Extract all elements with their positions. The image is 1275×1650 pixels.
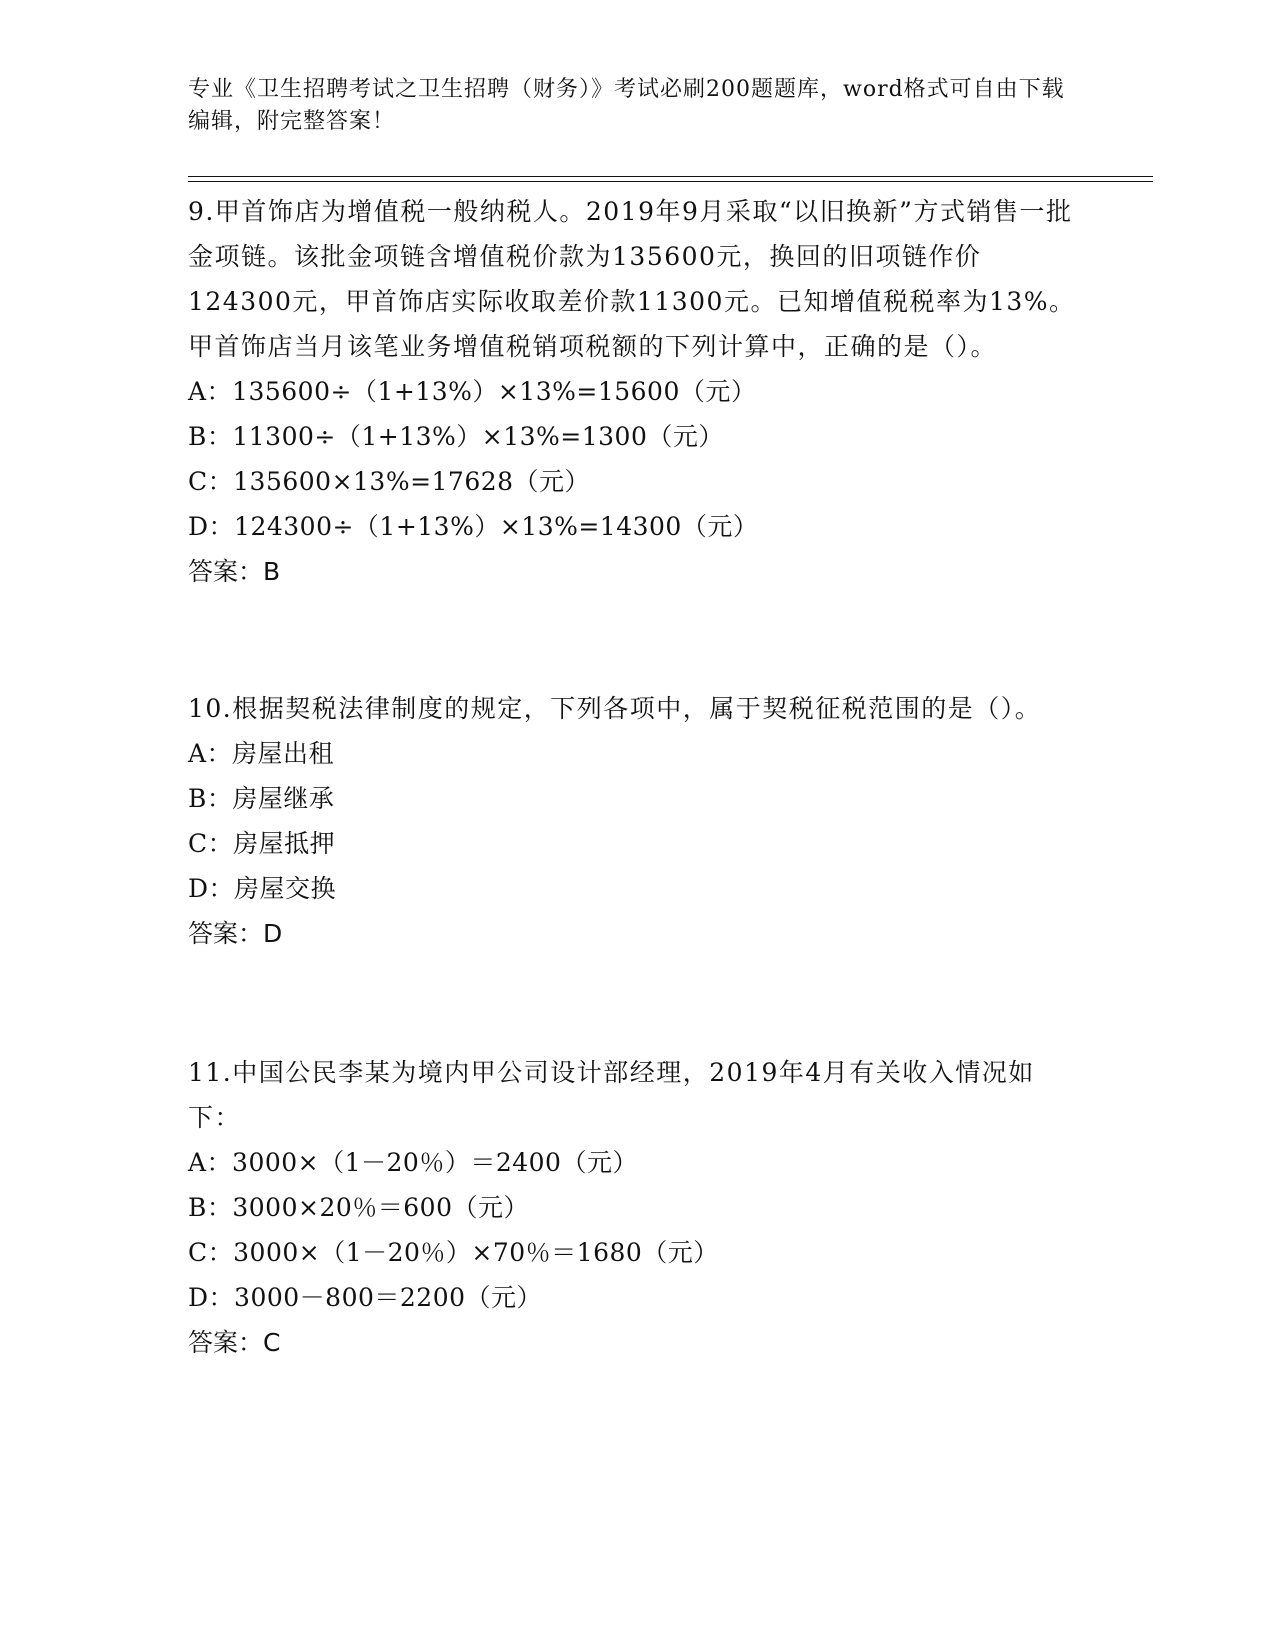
question-stem: 11.中国公民李某为境内甲公司设计部经理，2019年4月有关收入情况如下： (188, 1058, 1035, 1132)
question-9 (188, 189, 1078, 594)
question-10 (188, 686, 1078, 956)
option-d: D：房屋交换 (188, 874, 337, 903)
option-b: B：3000×20％＝600（元） (188, 1193, 529, 1222)
option-c: C：3000×（1－20％）×70％＝1680（元） (188, 1238, 719, 1267)
option-b: B：11300÷（1+13%）×13%=1300（元） (188, 422, 724, 451)
option-a: A：房屋出租 (188, 739, 335, 768)
option-a: A：3000×（1－20％）＝2400（元） (188, 1148, 638, 1177)
option-d: D：124300÷（1+13%）×13%=14300（元） (188, 512, 759, 541)
header-divider-second (188, 181, 1153, 182)
answer-line: 答案：B (188, 557, 281, 586)
option-a: A：135600÷（1+13%）×13%=15600（元） (188, 377, 757, 406)
option-b: B：房屋继承 (188, 784, 335, 813)
document-header: 专业《卫生招聘考试之卫生招聘（财务）》考试必刷200题题库，word格式可自由下载编辑，附完整答案！ (188, 77, 1065, 134)
option-d: D：3000－800＝2200（元） (188, 1283, 543, 1312)
answer-line: 答案：C (188, 1328, 281, 1357)
answer-line: 答案：D (188, 919, 283, 948)
option-c: C：135600×13%=17628（元） (188, 467, 591, 496)
option-c: C：房屋抵押 (188, 829, 336, 858)
question-11 (188, 1050, 1078, 1365)
question-stem: 10.根据契税法律制度的规定，下列各项中，属于契税征税范围的是（）。 (188, 694, 1042, 723)
header-divider (188, 176, 1153, 177)
question-stem: 9.甲首饰店为增值税一般纳税人。2019年9月采取“以旧换新”方式销售一批金项链。该批金项链含增值税价款为135600元，换回的旧项链作价124300元，甲首饰店实际收取差价款11300元。已知增值税税率为13%。甲首饰店当月该笔业务增值税销项税额的下列计算中，正确的是（）。 (188, 197, 1076, 361)
